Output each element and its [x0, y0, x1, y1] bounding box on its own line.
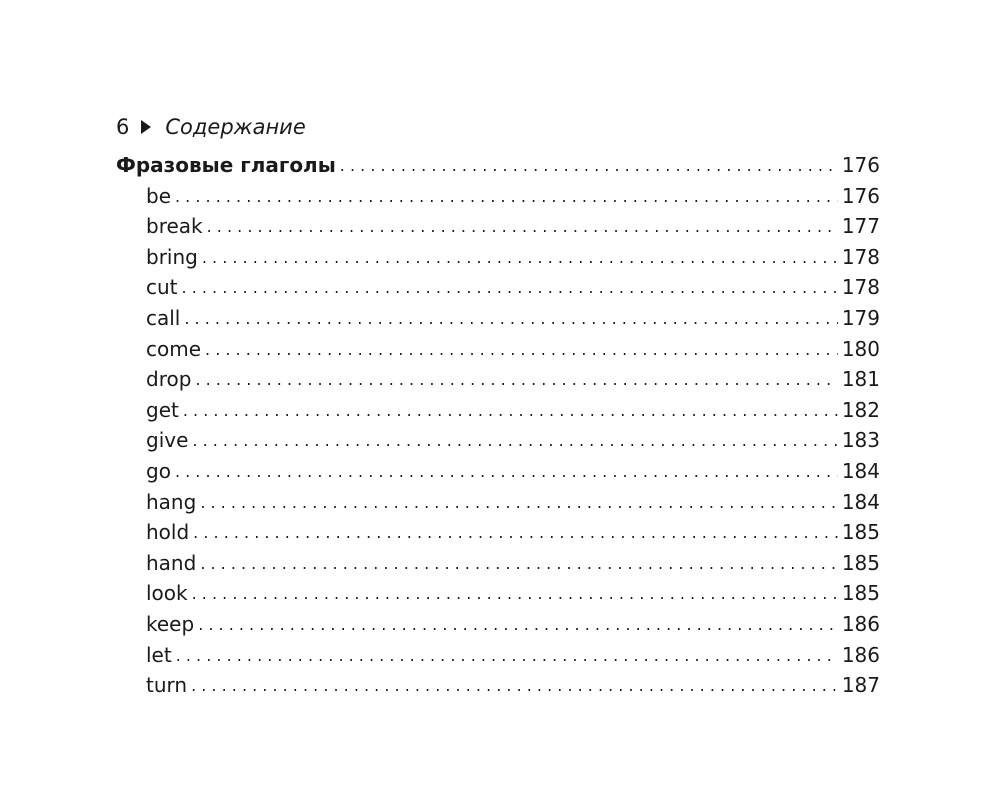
- toc-entry-page: 181: [841, 367, 880, 392]
- toc-entry-label: get: [146, 397, 179, 422]
- toc-entry-page: 177: [841, 214, 880, 239]
- dot-leader: [200, 549, 838, 580]
- dot-leader: [175, 457, 838, 488]
- dot-leader: [205, 335, 838, 366]
- toc-entry[interactable]: [116, 334, 880, 365]
- running-head: [116, 112, 306, 142]
- dot-leader: [207, 212, 838, 243]
- toc-entry-page: 185: [841, 550, 880, 575]
- toc-entry[interactable]: [116, 181, 880, 212]
- dot-leader: [192, 579, 838, 610]
- toc-entry-label: hang: [146, 489, 197, 514]
- toc-entry[interactable]: [116, 303, 880, 334]
- toc-entry-label: hold: [146, 520, 190, 545]
- toc-entry-page: 186: [841, 611, 880, 636]
- dot-leader: [175, 182, 838, 213]
- toc-entry[interactable]: [116, 211, 880, 242]
- toc-entry[interactable]: [116, 242, 880, 273]
- dot-leader: [202, 243, 838, 274]
- toc-entry-page: 178: [841, 244, 880, 269]
- dot-leader: [183, 396, 838, 427]
- toc-entry-page: 185: [841, 520, 880, 545]
- toc-entry[interactable]: [116, 395, 880, 426]
- toc-entry-label: look: [146, 581, 188, 606]
- toc-entry-label: go: [146, 458, 171, 483]
- toc-entry-page: 176: [841, 183, 880, 208]
- dot-leader: [198, 610, 838, 641]
- toc-heading-row[interactable]: [116, 150, 880, 181]
- toc-entry[interactable]: [116, 609, 880, 640]
- toc-entry[interactable]: [116, 578, 880, 609]
- toc-entry[interactable]: [116, 640, 880, 671]
- dot-leader: [192, 426, 837, 457]
- toc-entry-page: 186: [841, 642, 880, 667]
- toc-heading-label: Фразовые глаголы: [116, 153, 336, 177]
- triangle-right-icon: [141, 120, 151, 134]
- toc-entry-label: break: [146, 214, 203, 239]
- toc-entry-label: cut: [146, 275, 178, 300]
- toc-entry-label: turn: [146, 673, 188, 698]
- dot-leader: [195, 365, 837, 396]
- dot-leader: [200, 488, 838, 519]
- toc-entry-page: 182: [841, 397, 880, 422]
- toc-entry-label: let: [146, 642, 172, 667]
- toc-entry-page: 187: [841, 673, 880, 698]
- dot-leader: [176, 641, 838, 672]
- toc-entry[interactable]: [116, 548, 880, 579]
- toc-entry-label: drop: [146, 367, 192, 392]
- dot-leader: [340, 151, 838, 182]
- toc-entry[interactable]: [116, 456, 880, 487]
- dot-leader: [182, 273, 838, 304]
- toc-entry-label: keep: [146, 611, 195, 636]
- toc-entry-label: hand: [146, 550, 197, 575]
- toc-entry-page: 184: [841, 489, 880, 514]
- toc-entry-page: 185: [841, 581, 880, 606]
- toc-entry-label: give: [146, 428, 189, 453]
- dot-leader: [191, 671, 838, 702]
- toc-entry-page: 183: [841, 428, 880, 453]
- toc-entry-page: 184: [841, 458, 880, 483]
- toc-entry-page: 180: [841, 336, 880, 361]
- dot-leader: [184, 304, 837, 335]
- toc-entry-page: 178: [841, 275, 880, 300]
- toc-entry-label: come: [146, 336, 202, 361]
- toc-entry[interactable]: [116, 517, 880, 548]
- toc-entry[interactable]: [116, 272, 880, 303]
- toc-entry[interactable]: [116, 425, 880, 456]
- toc-heading-page: 176: [841, 153, 880, 177]
- page-number: 6: [116, 115, 130, 139]
- toc-entry-page: 179: [841, 305, 880, 330]
- toc-entry[interactable]: [116, 670, 880, 701]
- toc-entry-label: bring: [146, 244, 198, 269]
- toc-entry-label: call: [146, 305, 181, 330]
- toc-entry-label: be: [146, 183, 171, 208]
- toc-entry[interactable]: [116, 364, 880, 395]
- table-of-contents: [116, 150, 880, 701]
- dot-leader: [193, 518, 838, 549]
- section-title: Содержание: [165, 115, 306, 139]
- toc-entry[interactable]: [116, 487, 880, 518]
